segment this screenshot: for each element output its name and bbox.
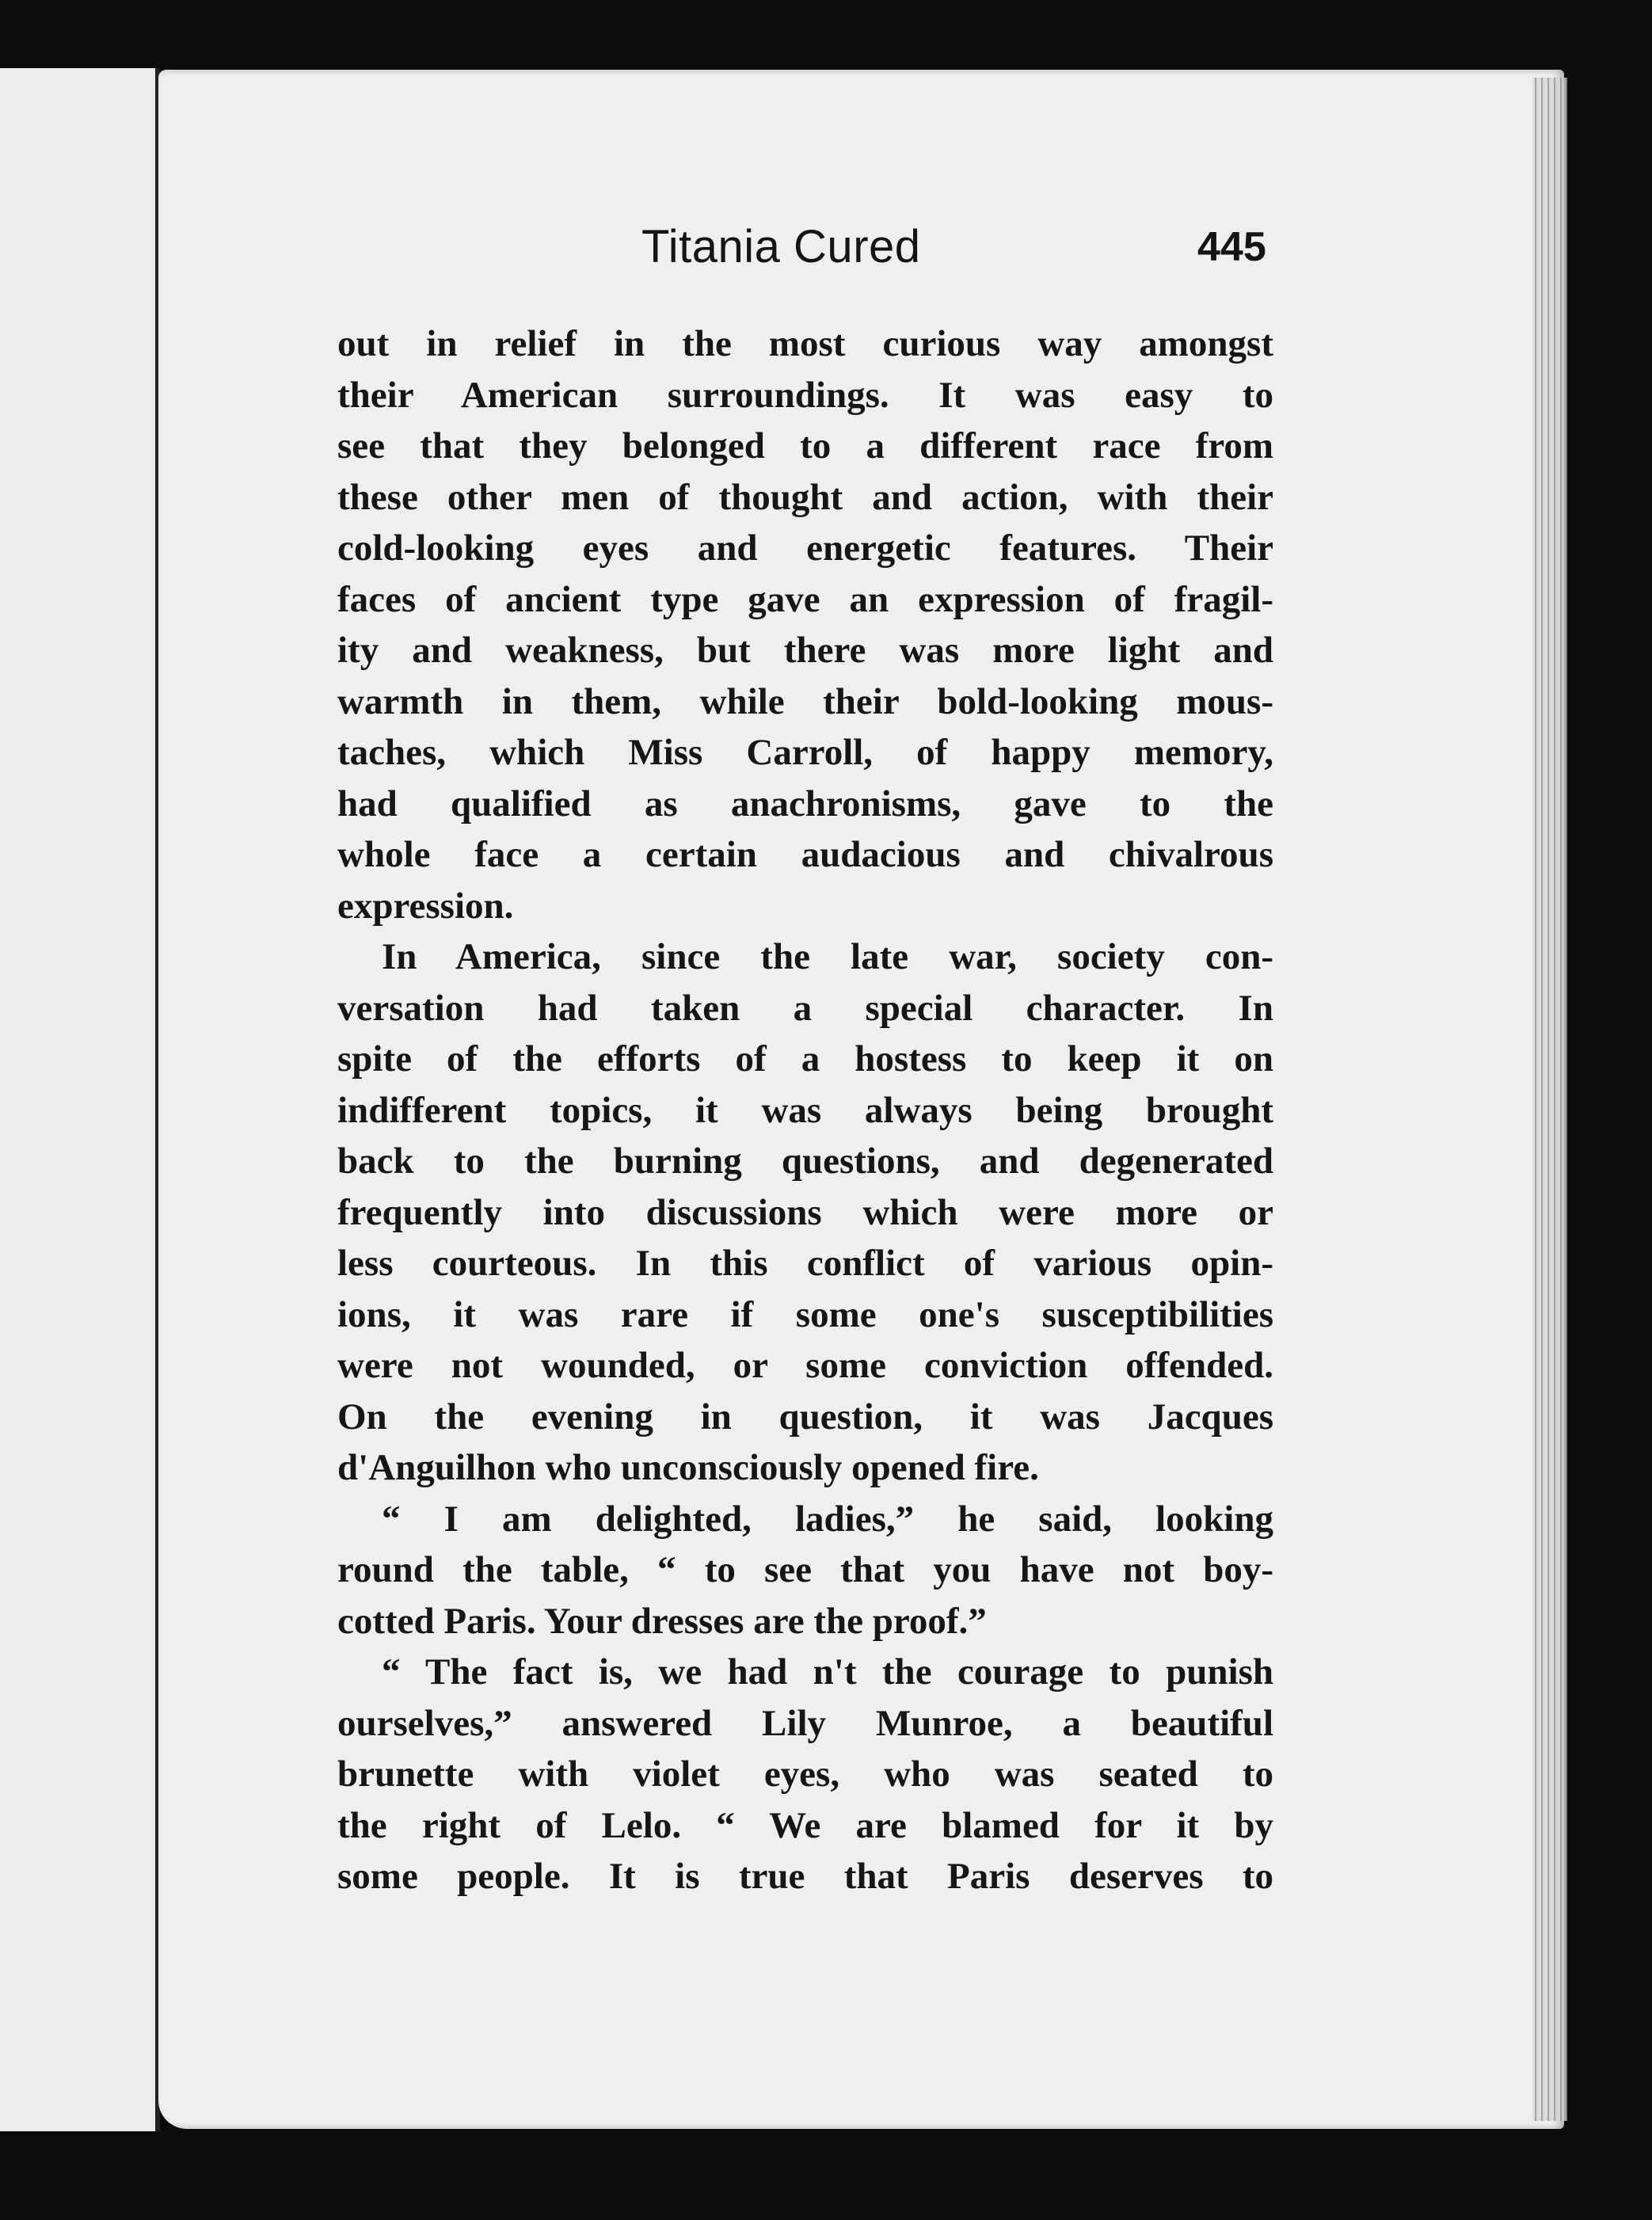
text-line: versation had taken a special character. In bbox=[337, 987, 1273, 1029]
text-line: were not wounded, or some conviction offended. bbox=[337, 1345, 1273, 1386]
paragraph bbox=[337, 318, 1273, 931]
body-text bbox=[337, 318, 1273, 1902]
text-line: ity and weakness, but there was more light and bbox=[337, 630, 1273, 671]
paragraph bbox=[337, 1647, 1273, 1902]
text-line: some people. It is true that Paris deserves to bbox=[337, 1856, 1273, 1897]
text-line: In America, since the late war, society con- bbox=[382, 936, 1273, 977]
text-line: the right of Lelo. “ We are blamed for it by bbox=[337, 1804, 1273, 1846]
text-line: less courteous. In this conflict of various opin- bbox=[337, 1243, 1273, 1284]
text-line: brunette with violet eyes, who was seated to bbox=[337, 1754, 1273, 1795]
paragraph bbox=[337, 931, 1273, 1494]
text-line: warmth in them, while their bold-looking mous- bbox=[337, 680, 1273, 722]
text-line: back to the burning questions, and degenerated bbox=[337, 1140, 1273, 1182]
text-line: whole face a certain audacious and chivalrous bbox=[337, 834, 1273, 875]
text-line: their American surroundings. It was easy to bbox=[337, 374, 1273, 416]
text-line: frequently into discussions which were more or bbox=[337, 1191, 1273, 1233]
page-stack-edge bbox=[1532, 78, 1567, 2121]
paragraph bbox=[337, 1494, 1273, 1647]
text-line: cold-looking eyes and energetic features. Their bbox=[337, 527, 1273, 569]
text-line: out in relief in the most curious way amongst bbox=[337, 323, 1273, 364]
text-line: spite of the efforts of a hostess to keep it on bbox=[337, 1038, 1273, 1080]
running-title: Titania Cured bbox=[641, 221, 921, 272]
text-line: expression. bbox=[337, 885, 514, 927]
page-number: 445 bbox=[1197, 224, 1266, 270]
text-line: “ The fact is, we had n't the courage to punish bbox=[382, 1651, 1273, 1693]
text-line: On the evening in question, it was Jacques bbox=[337, 1396, 1273, 1437]
text-line: cotted Paris. Your dresses are the proof.” bbox=[337, 1600, 987, 1642]
text-line: d'Anguilhon who unconsciously opened fire. bbox=[337, 1447, 1039, 1488]
text-line: these other men of thought and action, with their bbox=[337, 476, 1273, 518]
text-line: had qualified as anachronisms, gave to the bbox=[337, 783, 1273, 824]
text-line: “ I am delighted, ladies,” he said, looking bbox=[382, 1498, 1273, 1540]
text-line: taches, which Miss Carroll, of happy memory, bbox=[337, 732, 1273, 773]
text-line: ions, it was rare if some one's susceptibilities bbox=[337, 1293, 1273, 1335]
page-header bbox=[0, 150, 1652, 272]
text-line: faces of ancient type gave an expression of fragil- bbox=[337, 578, 1273, 620]
text-line: ourselves,” answered Lily Munroe, a beautiful bbox=[337, 1702, 1273, 1744]
text-line: indifferent topics, it was always being brought bbox=[337, 1089, 1273, 1131]
text-line: see that they belonged to a different race from bbox=[337, 425, 1273, 466]
facing-page-edge bbox=[0, 68, 160, 2131]
text-line: round the table, “ to see that you have not boy- bbox=[337, 1549, 1273, 1590]
